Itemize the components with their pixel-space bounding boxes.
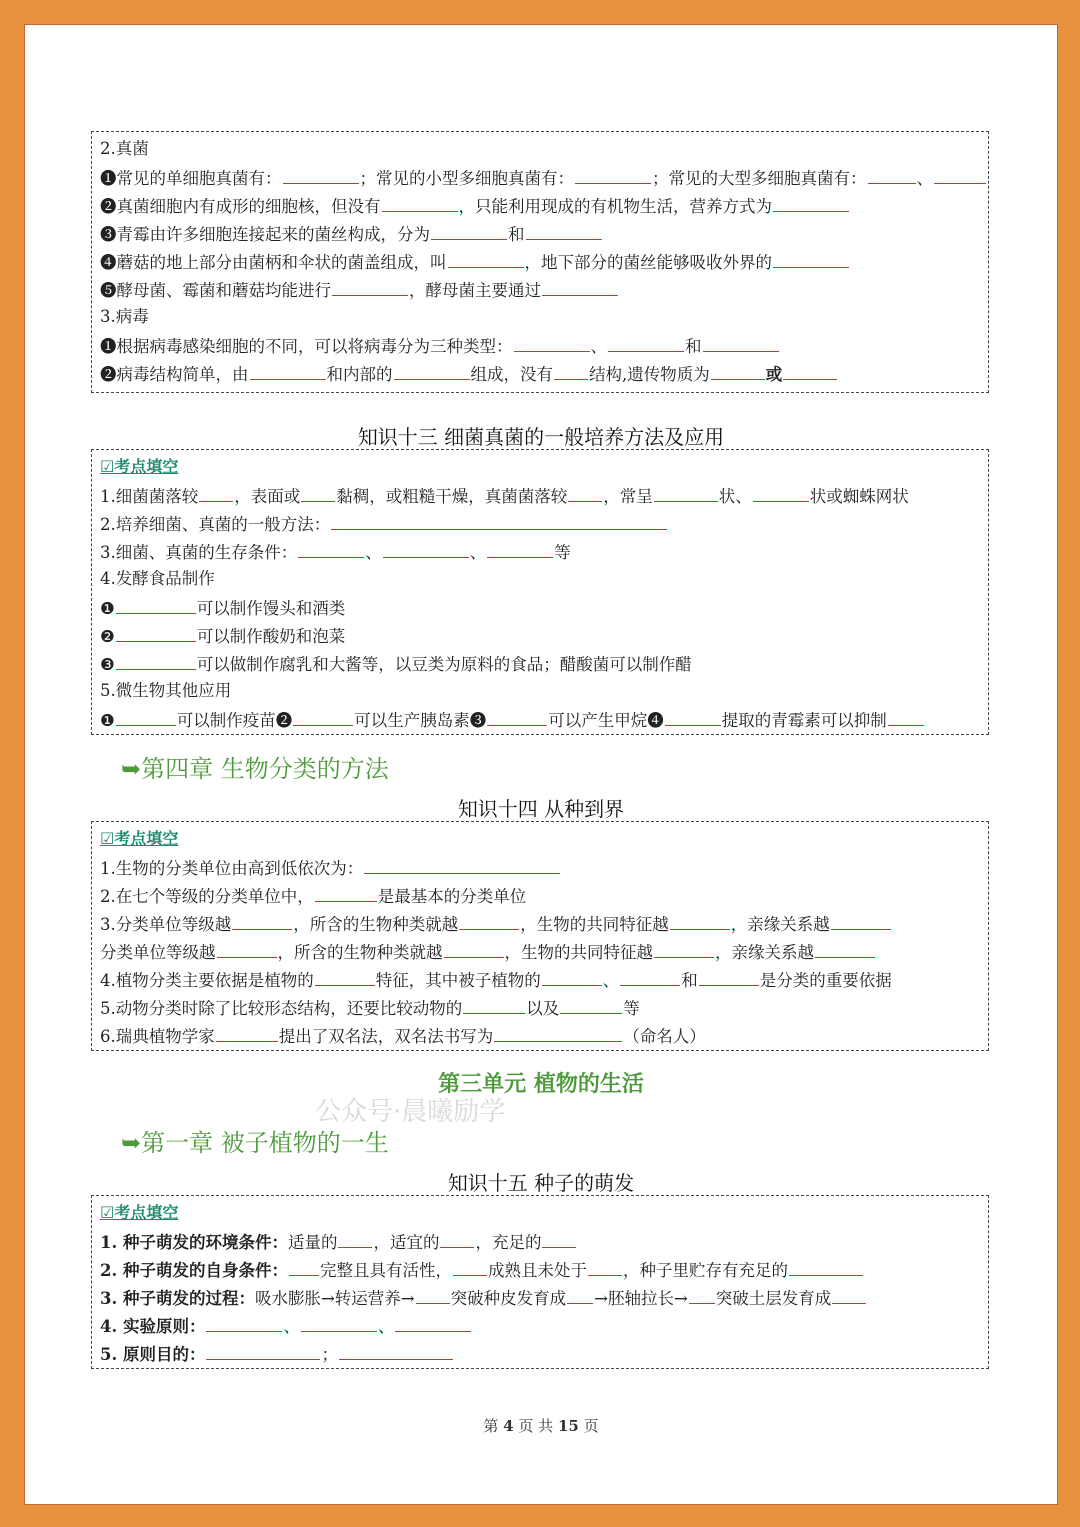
- fungi-line-4: ❹蘑菇的地上部分由菌柄和伞状的菌盖组成，叫 ，地下部分的菌丝能够吸收外界的: [100, 247, 984, 275]
- blank[interactable]: [868, 163, 916, 184]
- blank[interactable]: [567, 1283, 593, 1304]
- tag-label: ☑考点填空: [100, 1203, 179, 1222]
- blank[interactable]: [383, 537, 469, 558]
- fungi-line-3: ❸青霉由许多细胞连接起来的菌丝构成，分为 和: [100, 219, 984, 247]
- blank[interactable]: [542, 965, 602, 986]
- blank[interactable]: [364, 853, 560, 874]
- blank[interactable]: [514, 331, 590, 352]
- s14-line-1: 1.生物的分类单位由高到低依次为：: [100, 853, 984, 881]
- s13-line-6: ❷ 可以制作酸奶和泡菜: [100, 621, 984, 649]
- blank[interactable]: [283, 163, 359, 184]
- blank[interactable]: [289, 1255, 319, 1276]
- watermark: 公众号·晨曦励学: [315, 1097, 506, 1127]
- s14-line-2: 2.在七个等级的分类单位中， 是最基本的分类单位: [100, 881, 984, 909]
- blank[interactable]: [689, 1283, 715, 1304]
- blank[interactable]: [588, 1255, 622, 1276]
- blank[interactable]: [339, 1339, 453, 1360]
- blank[interactable]: [487, 705, 547, 726]
- blank[interactable]: [542, 275, 618, 296]
- blank[interactable]: [199, 481, 233, 502]
- blank[interactable]: [670, 909, 730, 930]
- blank[interactable]: [206, 1311, 282, 1332]
- fungi-heading: 2.真菌: [100, 139, 149, 158]
- blank[interactable]: [783, 359, 837, 380]
- blank[interactable]: [459, 909, 519, 930]
- blank[interactable]: [301, 481, 335, 502]
- fungi-virus-box: [91, 131, 989, 393]
- worksheet-page: [24, 24, 1058, 1505]
- s13-line-7: ❸ 可以做制作腐乳和大酱等，以豆类为原料的食品；醋酸菌可以制作醋: [100, 649, 984, 677]
- s13-line-4: 4.发酵食品制作: [100, 569, 215, 588]
- blank[interactable]: [416, 1283, 450, 1304]
- blank[interactable]: [654, 937, 714, 958]
- blank[interactable]: [232, 909, 292, 930]
- tag-label: ☑考点填空: [100, 457, 179, 476]
- blank[interactable]: [526, 219, 602, 240]
- blank[interactable]: [301, 1311, 377, 1332]
- blank[interactable]: [448, 247, 524, 268]
- section-13-title: 知识十三 细菌真菌的一般培养方法及应用: [357, 425, 725, 449]
- chapter-4-heading: ➥第四章 生物分类的方法: [121, 755, 389, 783]
- s13-line-1: 1.细菌菌落较 ，表面或 黏稠，或粗糙干燥，真菌菌落较 ，常呈 状、 状或蜘蛛网状: [100, 481, 984, 509]
- blank[interactable]: [773, 191, 849, 212]
- page-footer: 第 4 页 共 15 页: [483, 1417, 599, 1435]
- virus-heading: 3.病毒: [100, 307, 149, 326]
- blank[interactable]: [665, 705, 721, 726]
- s14-line-5: 4.植物分类主要依据是植物的 特征，其中被子植物的 、 和 是分类的重要依据: [100, 965, 984, 993]
- blank[interactable]: [293, 705, 353, 726]
- s13-line-3: 3.细菌、真菌的生存条件： 、 、 等: [100, 537, 984, 565]
- blank[interactable]: [832, 1283, 866, 1304]
- section-15-box: [91, 1195, 989, 1369]
- blank[interactable]: [554, 359, 588, 380]
- blank[interactable]: [703, 331, 779, 352]
- s15-line-1: 1. 种子萌发的环境条件：适量的 ，适宜的 ，充足的: [100, 1227, 984, 1255]
- s14-line-6: 5.动物分类时除了比较形态结构，还要比较动物的 以及 等: [100, 993, 984, 1021]
- blank[interactable]: [789, 1255, 863, 1276]
- blank[interactable]: [206, 1339, 320, 1360]
- blank[interactable]: [332, 275, 408, 296]
- blank[interactable]: [934, 163, 986, 184]
- blank[interactable]: [444, 937, 504, 958]
- chapter-1-heading: ➥第一章 被子植物的一生: [121, 1129, 389, 1157]
- blank[interactable]: [395, 1311, 471, 1332]
- blank[interactable]: [753, 481, 809, 502]
- section-15-title: 知识十五 种子的萌发: [447, 1171, 635, 1195]
- blank[interactable]: [331, 509, 667, 530]
- fungi-line-5: ❺酵母菌、霉菌和蘑菇均能进行 ，酵母菌主要通过: [100, 275, 984, 303]
- blank[interactable]: [494, 1021, 622, 1042]
- s15-line-2: 2. 种子萌发的自身条件： 完整且具有活性， 成熟且未处于 ，种子里贮存有充足的: [100, 1255, 984, 1283]
- blank[interactable]: [116, 621, 196, 642]
- blank[interactable]: [250, 359, 326, 380]
- blank[interactable]: [815, 937, 875, 958]
- blank[interactable]: [315, 965, 375, 986]
- virus-line-1: ❶根据病毒感染细胞的不同，可以将病毒分为三种类型： 、 和: [100, 331, 984, 359]
- blank[interactable]: [440, 1227, 474, 1248]
- page-number: 4: [503, 1417, 514, 1435]
- s14-line-7: 6.瑞典植物学家 提出了双名法，双名法书写为 （命名人）: [100, 1021, 984, 1049]
- blank[interactable]: [217, 937, 277, 958]
- s13-line-5: ❶ 可以制作馒头和酒类: [100, 593, 984, 621]
- section-14-box: [91, 821, 989, 1051]
- s15-line-3: 3. 种子萌发的过程：吸水膨胀→转运营养→ 突破种皮发育成 →胚轴拉长→ 突破土层发育成: [100, 1283, 984, 1311]
- total-pages: 15: [557, 1417, 579, 1435]
- blank[interactable]: [216, 1021, 278, 1042]
- blank[interactable]: [699, 965, 759, 986]
- s13-line-8: 5.微生物其他应用: [100, 681, 232, 700]
- blank[interactable]: [116, 705, 176, 726]
- blank[interactable]: [116, 593, 196, 614]
- blank[interactable]: [453, 1255, 487, 1276]
- blank[interactable]: [338, 1227, 372, 1248]
- blank[interactable]: [382, 191, 458, 212]
- s14-line-4: 分类单位等级越 ，所含的生物种类就越 ，生物的共同特征越 ，亲缘关系越: [100, 937, 984, 965]
- blank[interactable]: [711, 359, 765, 380]
- section-14-title: 知识十四 从种到界: [457, 797, 625, 821]
- blank[interactable]: [394, 359, 470, 380]
- blank[interactable]: [463, 993, 525, 1014]
- s14-line-3: 3.分类单位等级越 ，所含的生物种类就越 ，生物的共同特征越 ，亲缘关系越: [100, 909, 984, 937]
- blank[interactable]: [831, 909, 891, 930]
- fungi-line-1: ❶常见的单细胞真菌有： ；常见的小型多细胞真菌有： ；常见的大型多细胞真菌有： 、: [100, 163, 984, 191]
- blank[interactable]: [542, 1227, 576, 1248]
- blank[interactable]: [298, 537, 364, 558]
- blank[interactable]: [315, 881, 377, 902]
- blank[interactable]: [620, 965, 680, 986]
- s13-line-2: 2.培养细菌、真菌的一般方法：: [100, 509, 984, 537]
- blank[interactable]: [575, 163, 651, 184]
- fungi-line-2: ❷真菌细胞内有成形的细胞核，但没有 ，只能利用现成的有机物生活，营养方式为: [100, 191, 984, 219]
- blank[interactable]: [568, 481, 602, 502]
- blank[interactable]: [487, 537, 553, 558]
- virus-line-2: ❷病毒结构简单，由 和内部的 组成，没有 结构,遗传物质为 或: [100, 359, 984, 387]
- blank[interactable]: [116, 649, 196, 670]
- section-13-box: [91, 449, 989, 735]
- blank[interactable]: [888, 705, 924, 726]
- tag-label: ☑考点填空: [100, 829, 179, 848]
- unit-3-heading: 第三单元 植物的生活: [438, 1072, 644, 1097]
- s13-line-9: ❶ 可以制作疫苗❷ 可以生产胰岛素❸ 可以产生甲烷❹ 提取的青霉素可以抑制: [100, 705, 984, 733]
- s15-line-5: 5. 原则目的： ；: [100, 1339, 984, 1367]
- blank[interactable]: [773, 247, 849, 268]
- blank[interactable]: [654, 481, 718, 502]
- blank[interactable]: [608, 331, 684, 352]
- blank[interactable]: [560, 993, 622, 1014]
- s15-line-4: 4. 实验原则： 、 、: [100, 1311, 984, 1339]
- blank[interactable]: [431, 219, 507, 240]
